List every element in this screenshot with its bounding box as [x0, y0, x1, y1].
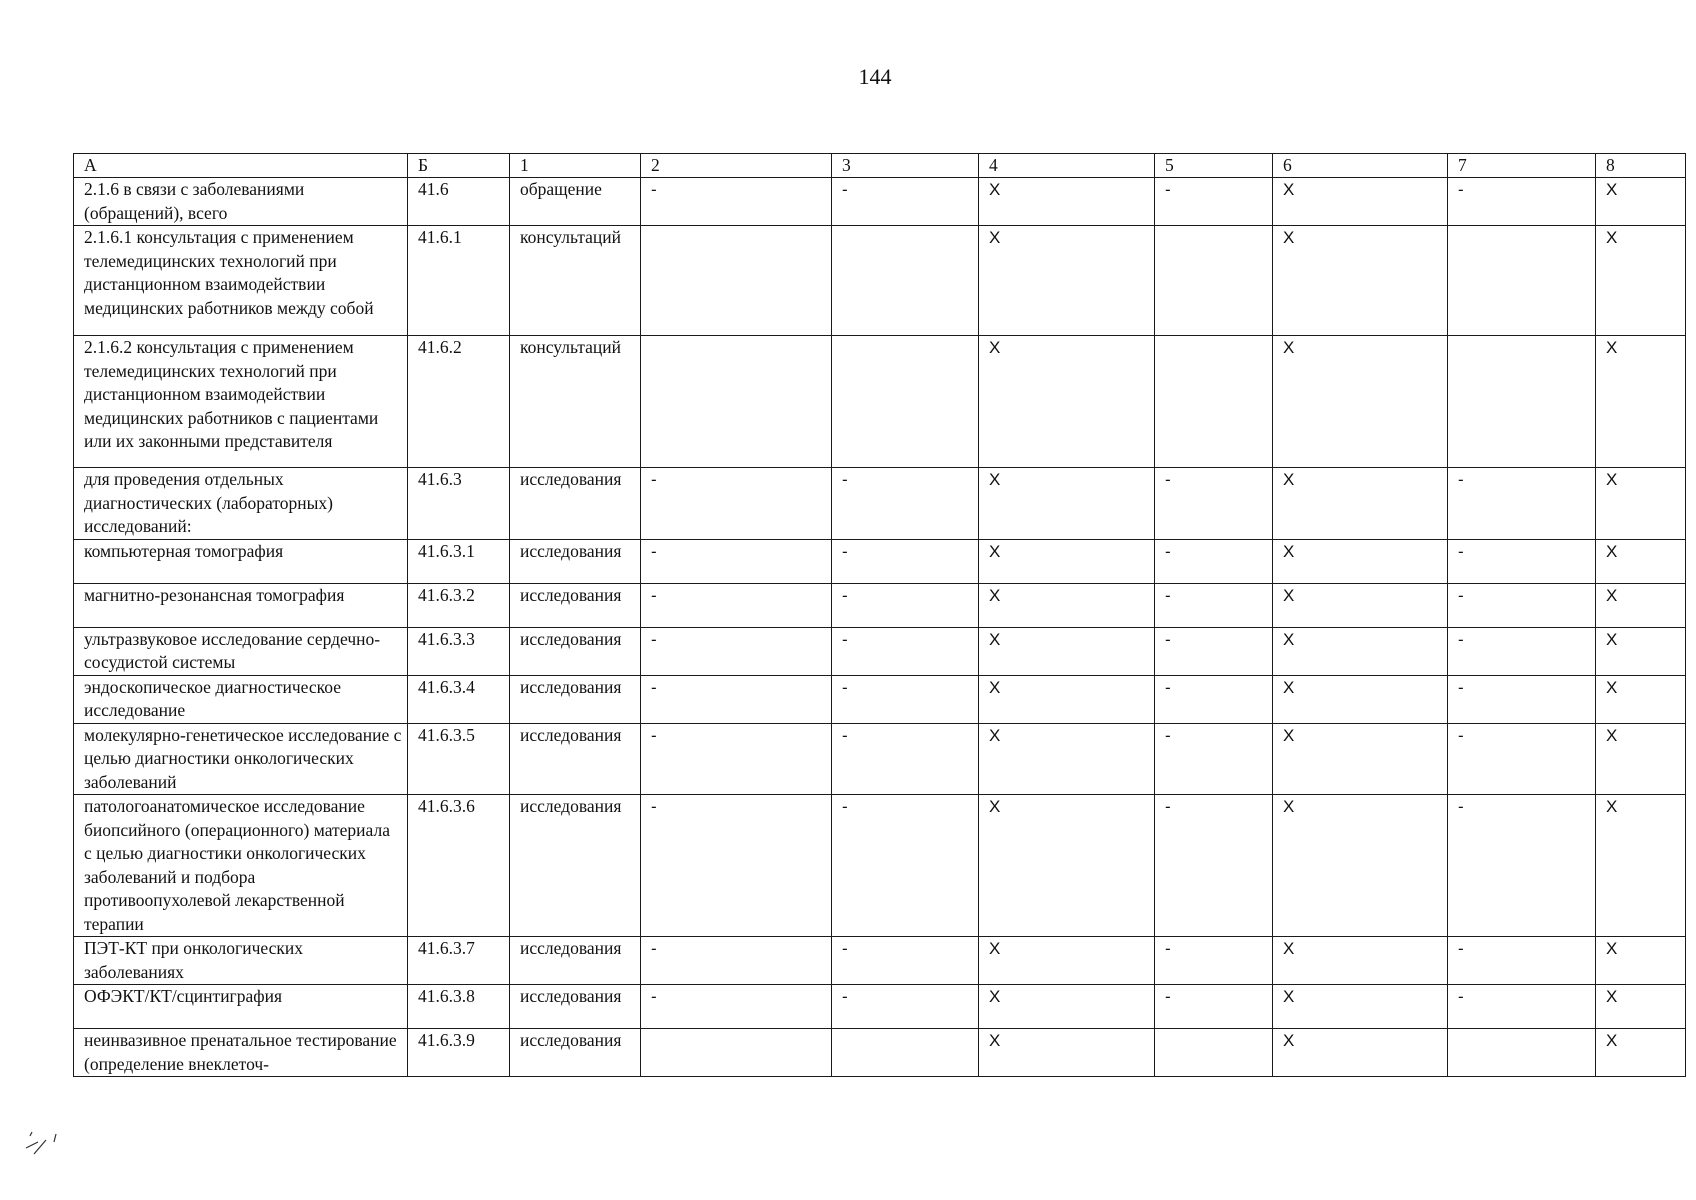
cell-col-5: - [1155, 985, 1273, 1029]
cell-col-2 [641, 1029, 832, 1077]
header-cell-2: 2 [641, 154, 832, 178]
cell-name: компьютерная томография [74, 539, 408, 583]
cell-col-6: X [1273, 539, 1448, 583]
cell-code: 41.6.1 [408, 226, 510, 336]
cell-name: патологоанатомическое исследование биопсийного (операционного) материала с целью диагностики онкологических заболеваний и подбора противоопухолевой лекарственной терапии [74, 795, 408, 937]
cell-col-7: - [1448, 178, 1596, 226]
cell-col-3: - [832, 985, 979, 1029]
cell-col-2: - [641, 178, 832, 226]
cell-code: 41.6.3.3 [408, 627, 510, 675]
header-cell-5: 5 [1155, 154, 1273, 178]
header-cell-8: 8 [1596, 154, 1686, 178]
cell-col-4: X [979, 539, 1155, 583]
cell-col-3: - [832, 675, 979, 723]
cell-unit: исследования [510, 723, 641, 795]
table-row [74, 723, 1686, 795]
table-row [74, 627, 1686, 675]
cell-col-4: X [979, 937, 1155, 985]
cell-col-2: - [641, 583, 832, 627]
cell-col-2 [641, 226, 832, 336]
table-row [74, 937, 1686, 985]
cell-col-5: - [1155, 468, 1273, 540]
cell-col-8: X [1596, 468, 1686, 540]
header-cell-7: 7 [1448, 154, 1596, 178]
cell-code: 41.6.3 [408, 468, 510, 540]
cell-col-4: X [979, 178, 1155, 226]
cell-col-7 [1448, 336, 1596, 468]
cell-col-8: X [1596, 985, 1686, 1029]
cell-col-5: - [1155, 583, 1273, 627]
cell-col-6: X [1273, 795, 1448, 937]
header-cell-4: 4 [979, 154, 1155, 178]
cell-col-3 [832, 226, 979, 336]
cell-col-2: - [641, 937, 832, 985]
cell-col-3: - [832, 539, 979, 583]
table-row [74, 1029, 1686, 1077]
cell-unit: исследования [510, 627, 641, 675]
cell-col-3: - [832, 937, 979, 985]
cell-unit: исследования [510, 937, 641, 985]
table-row [74, 985, 1686, 1029]
header-cell-b: Б [408, 154, 510, 178]
cell-col-3 [832, 336, 979, 468]
cell-col-4: X [979, 1029, 1155, 1077]
cell-col-4: X [979, 985, 1155, 1029]
cell-col-3: - [832, 723, 979, 795]
header-cell-3: 3 [832, 154, 979, 178]
cell-col-6: X [1273, 723, 1448, 795]
header-row [74, 154, 1686, 178]
cell-code: 41.6 [408, 178, 510, 226]
table-row [74, 675, 1686, 723]
cell-col-5 [1155, 226, 1273, 336]
cell-col-8: X [1596, 226, 1686, 336]
cell-col-6: X [1273, 627, 1448, 675]
cell-col-8: X [1596, 539, 1686, 583]
cell-unit: исследования [510, 795, 641, 937]
cell-code: 41.6.3.1 [408, 539, 510, 583]
cell-col-3: - [832, 627, 979, 675]
table-body [74, 178, 1686, 1077]
cell-code: 41.6.3.8 [408, 985, 510, 1029]
cell-col-6: X [1273, 468, 1448, 540]
cell-col-5: - [1155, 178, 1273, 226]
cell-unit: исследования [510, 1029, 641, 1077]
cell-col-2: - [641, 675, 832, 723]
cell-col-7: - [1448, 937, 1596, 985]
cell-col-8: X [1596, 1029, 1686, 1077]
cell-col-6: X [1273, 583, 1448, 627]
cell-col-8: X [1596, 178, 1686, 226]
cell-col-8: X [1596, 723, 1686, 795]
cell-col-5: - [1155, 723, 1273, 795]
cell-unit: исследования [510, 675, 641, 723]
header-cell-1: 1 [510, 154, 641, 178]
cell-col-2: - [641, 539, 832, 583]
cell-col-5: - [1155, 795, 1273, 937]
cell-col-8: X [1596, 795, 1686, 937]
table-row [74, 468, 1686, 540]
cell-col-4: X [979, 795, 1155, 937]
cell-name: неинвазивное пренатальное тестирование (определение внеклеточ- [74, 1029, 408, 1077]
cell-col-4: X [979, 583, 1155, 627]
cell-unit: исследования [510, 583, 641, 627]
cell-col-5: - [1155, 627, 1273, 675]
cell-col-7 [1448, 226, 1596, 336]
cell-code: 41.6.3.7 [408, 937, 510, 985]
scan-artifact-mark [20, 1120, 70, 1160]
cell-unit: исследования [510, 985, 641, 1029]
cell-unit: исследования [510, 539, 641, 583]
cell-col-8: X [1596, 937, 1686, 985]
cell-col-2: - [641, 627, 832, 675]
cell-unit: консультаций [510, 226, 641, 336]
table-row [74, 226, 1686, 336]
cell-name: для проведения отдельных диагностических (лабораторных) исследований: [74, 468, 408, 540]
cell-col-2: - [641, 795, 832, 937]
cell-name: магнитно-резонансная томография [74, 583, 408, 627]
cell-col-5: - [1155, 937, 1273, 985]
table-row [74, 583, 1686, 627]
cell-col-6: X [1273, 226, 1448, 336]
cell-name: 2.1.6.2 консультация с применением телемедицинских технологий при дистанционном взаимодействии медицинских работников с пациентами или их законными представителя [74, 336, 408, 468]
cell-col-5: - [1155, 675, 1273, 723]
cell-name: ПЭТ-КТ при онкологических заболеваниях [74, 937, 408, 985]
cell-col-4: X [979, 627, 1155, 675]
cell-col-6: X [1273, 336, 1448, 468]
cell-unit: консультаций [510, 336, 641, 468]
cell-col-4: X [979, 723, 1155, 795]
cell-code: 41.6.3.9 [408, 1029, 510, 1077]
statistics-table [73, 153, 1686, 1077]
page-number: 144 [858, 64, 892, 89]
cell-col-6: X [1273, 1029, 1448, 1077]
table-row [74, 336, 1686, 468]
cell-col-7: - [1448, 627, 1596, 675]
table-row [74, 178, 1686, 226]
cell-col-6: X [1273, 178, 1448, 226]
cell-col-5: - [1155, 539, 1273, 583]
cell-col-7: - [1448, 539, 1596, 583]
cell-name: молекулярно-генетическое исследование с целью диагностики онкологических заболеваний [74, 723, 408, 795]
cell-col-7: - [1448, 675, 1596, 723]
cell-code: 41.6.3.4 [408, 675, 510, 723]
cell-code: 41.6.2 [408, 336, 510, 468]
cell-col-4: X [979, 675, 1155, 723]
cell-col-8: X [1596, 627, 1686, 675]
cell-col-7: - [1448, 795, 1596, 937]
cell-col-6: X [1273, 675, 1448, 723]
header-cell-6: 6 [1273, 154, 1448, 178]
cell-col-7: - [1448, 985, 1596, 1029]
cell-col-3 [832, 1029, 979, 1077]
cell-col-4: X [979, 468, 1155, 540]
cell-col-2: - [641, 723, 832, 795]
table-row [74, 539, 1686, 583]
cell-col-5 [1155, 1029, 1273, 1077]
cell-unit: исследования [510, 468, 641, 540]
cell-name: 2.1.6 в связи с заболеваниями (обращений), всего [74, 178, 408, 226]
cell-col-6: X [1273, 937, 1448, 985]
cell-col-3: - [832, 468, 979, 540]
cell-code: 41.6.3.6 [408, 795, 510, 937]
cell-col-4: X [979, 336, 1155, 468]
cell-col-7: - [1448, 583, 1596, 627]
cell-unit: обращение [510, 178, 641, 226]
header-cell-a: А [74, 154, 408, 178]
cell-col-4: X [979, 226, 1155, 336]
cell-col-8: X [1596, 336, 1686, 468]
cell-col-7: - [1448, 468, 1596, 540]
cell-col-8: X [1596, 675, 1686, 723]
cell-col-3: - [832, 583, 979, 627]
cell-name: ОФЭКТ/КТ/сцинтиграфия [74, 985, 408, 1029]
cell-code: 41.6.3.5 [408, 723, 510, 795]
cell-name: эндоскопическое диагностическое исследование [74, 675, 408, 723]
cell-col-3: - [832, 178, 979, 226]
cell-col-2: - [641, 985, 832, 1029]
cell-col-3: - [832, 795, 979, 937]
cell-col-7: - [1448, 723, 1596, 795]
cell-col-2: - [641, 468, 832, 540]
cell-code: 41.6.3.2 [408, 583, 510, 627]
cell-name: 2.1.6.1 консультация с применением телемедицинских технологий при дистанционном взаимодействии медицинских работников между собой [74, 226, 408, 336]
table-row [74, 795, 1686, 937]
cell-col-7 [1448, 1029, 1596, 1077]
cell-col-8: X [1596, 583, 1686, 627]
cell-name: ультразвуковое исследование сердечно-сосудистой системы [74, 627, 408, 675]
cell-col-2 [641, 336, 832, 468]
cell-col-6: X [1273, 985, 1448, 1029]
cell-col-5 [1155, 336, 1273, 468]
